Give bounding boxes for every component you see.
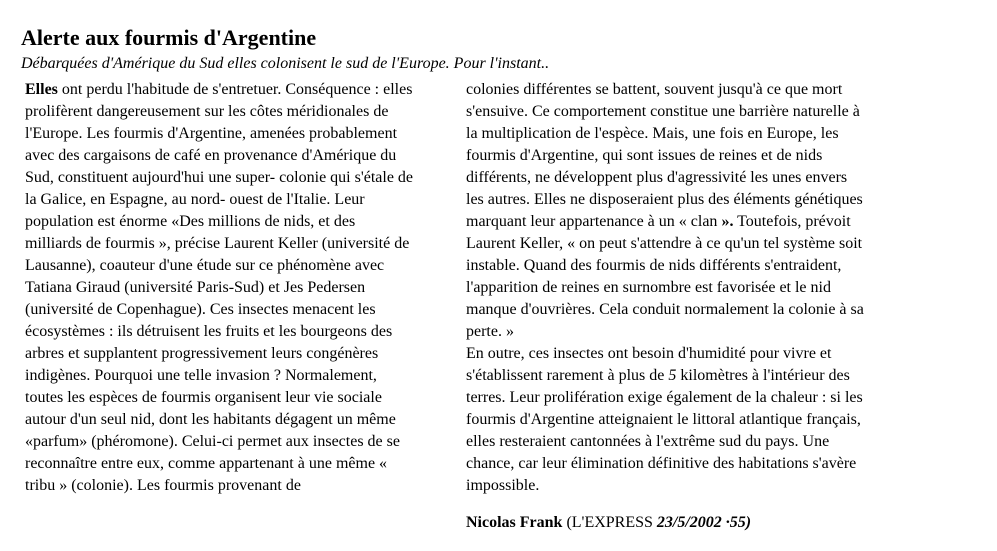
text-line: impossible.	[466, 477, 540, 494]
text-line: (université de Copenhague). Ces insectes menacent les	[25, 301, 376, 318]
text-fragment: marquant leur appartenance à un « clan	[466, 213, 722, 230]
text-line: différents, ne développent plus d'agressivité les unes envers	[466, 169, 848, 186]
italic-number: 5	[668, 367, 677, 384]
text-line: colonies différentes se battent, souvent jusqu'à ce que mort	[466, 81, 843, 98]
text-line: fourmis d'Argentine atteignaient le littoral atlantique français,	[466, 411, 861, 428]
text-fragment: Toutefois, prévoit	[733, 213, 851, 230]
article-column-left	[25, 79, 465, 497]
text-line: autour d'un seul nid, dont les habitants dégagent un même	[25, 411, 396, 428]
text-line: «parfum» (phéromone). Celui-ci permet aux insectes de se	[25, 433, 400, 450]
text-line: toutes les espèces de fourmis organisent leur vie sociale	[25, 389, 382, 406]
text-line: manque d'ouvrières. Cela conduit normalement la colonie à sa	[466, 301, 864, 318]
article-subtitle: Débarquées d'Amérique du Sud elles colonisent le sud de l'Europe. Pour l'instant..	[21, 55, 550, 72]
text-line: instable. Quand des fourmis de nids différents s'entraident,	[466, 257, 842, 274]
text-line: reconnaître entre eux, comme appartenant à une même «	[25, 455, 388, 472]
publication-date: 23/5/2002 ·55)	[656, 514, 752, 531]
text-line: indigènes. Pourquoi une telle invasion ? Normalement,	[25, 367, 377, 384]
text-line-rest: ont perdu l'habitude de s'entretuer. Conséquence : elles	[57, 81, 413, 98]
article-title: Alerte aux fourmis d'Argentine	[21, 25, 317, 50]
bold-quote-mark: ».	[721, 213, 734, 230]
text-line: population est énorme «Des millions de nids, et des	[25, 213, 356, 230]
text-line: Lausanne), coauteur d'une étude sur ce phénomène avec	[25, 257, 385, 274]
text-line: En outre, ces insectes ont besoin d'humidité pour vivre et	[466, 345, 832, 362]
text-line: chance, car leur élimination définitive des habitations s'avère	[466, 455, 857, 472]
text-line: fourmis d'Argentine, qui sont issues de reines et de nids	[466, 147, 823, 164]
text-line: la multiplication de l'espèce. Mais, une fois en Europe, les	[466, 125, 839, 142]
text-line: avec des cargaisons de café en provenance d'Amérique du	[25, 147, 397, 164]
text-line: écosystèmes : ils détruisent les fruits et les bourgeons des	[25, 323, 393, 340]
text-line: Sud, constituent aujourd'hui une super- colonie qui s'étale de	[25, 169, 414, 186]
text-line	[25, 79, 465, 101]
text-line: l'apparition de reines en surnombre est favorisée et le nid	[466, 279, 831, 296]
publication-source: (L'EXPRESS	[562, 514, 657, 531]
text-line: arbres et supplantent progressivement leurs congénères	[25, 345, 379, 362]
text-line: s'ensuive. Ce comportement constitue une barrière naturelle à	[466, 103, 860, 120]
text-line: perte. »	[466, 323, 514, 340]
article-byline	[466, 512, 751, 534]
text-line: Tatiana Giraud (université Paris-Sud) et Jes Pedersen	[25, 279, 366, 296]
text-line: les autres. Elles ne disposeraient plus des éléments génétiques	[466, 191, 863, 208]
text-line	[466, 211, 922, 233]
article-column-right	[466, 79, 922, 497]
text-line: Laurent Keller, « on peut s'attendre à ce qu'un tel système soit	[466, 235, 863, 252]
text-line: milliards de fourmis », précise Laurent Keller (université de	[25, 235, 410, 252]
author-name: Nicolas Frank	[466, 514, 563, 531]
text-line: tribu » (colonie). Les fourmis provenant de	[25, 477, 301, 494]
text-line: terres. Leur prolifération exige également de la chaleur : si les	[466, 389, 863, 406]
text-line: la Galice, en Espagne, au nord- ouest de l'Italie. Leur	[25, 191, 365, 208]
text-fragment: s'établissent rarement à plus de	[466, 367, 669, 384]
text-fragment: kilomètres à l'intérieur des	[676, 367, 850, 384]
text-line: elles resteraient cantonnées à l'extrême sud du pays. Une	[466, 433, 830, 450]
text-line	[466, 365, 922, 387]
text-line: l'Europe. Les fourmis d'Argentine, amenées probablement	[25, 125, 398, 142]
lead-word: Elles	[25, 81, 58, 98]
text-line: prolifèrent dangereusement sur les côtes méridionales de	[25, 103, 389, 120]
